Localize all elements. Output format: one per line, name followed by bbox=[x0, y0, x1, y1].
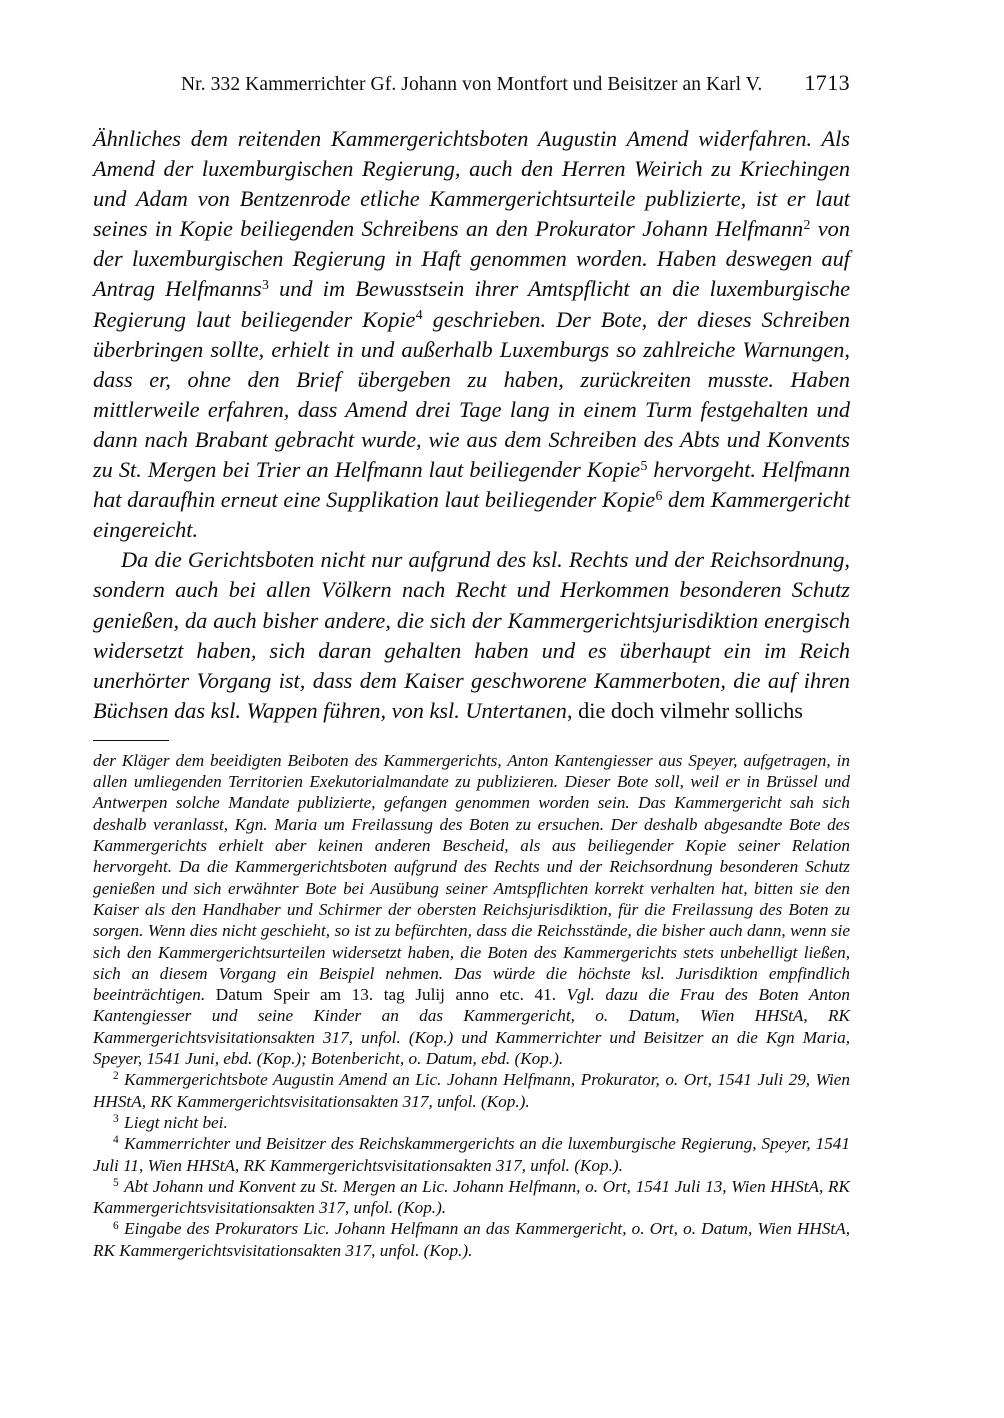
par1-segment-2: von der luxemburgischen Regierung in Haft genommen worden. Haben deswegen auf Antrag Helfmanns bbox=[93, 216, 850, 302]
running-header bbox=[93, 72, 850, 112]
par1-segment-4: geschrieben. Der Bote, der dieses Schreiben überbringen sollte, erhielt in und außerhalb Luxemburgs so zahlreiche Warnungen, dass er, ohne den Brief übergeben zu haben, zurückreiten musste. Haben mittlerweile erfahren, dass Amend drei Tage lang in einem Turm festgehalten und dann nach Brabant gebracht wurde, wie aus dem Schreiben des Abts und Konvents zu St. Mergen bei Trier an Helfmann laut beiliegender Kopie bbox=[93, 306, 850, 483]
footnote-ref-3[interactable]: 3 bbox=[262, 277, 269, 293]
par1-segment-5: hervorgeht. Helfmann hat daraufhin erneut eine Supplikation laut beiliegender Kopie bbox=[93, 457, 850, 513]
footnote-1-segment-1: der Kläger dem beeidigten Beiboten des Kammergerichts, Anton Kantengiesser aus Speyer, aufgetragen, in allen umliegenden Territorien Exekutorialmandate zu publizieren. Dieser Bote soll, weil er in Brüssel und Antwerpen solche Mandate publizierte, gefangen genommen worden sein. Das Kammergericht sah sich deshalb veranlasst, Kgn. Maria um Freilassung des Boten zu ersuchen. Der deshalb abgesandte Bote des Kammergerichts erhielt aber keinen anderen Bescheid, als aus beiliegender Kopie seiner Relation hervorgeht. Da die Kammergerichtsboten aufgrund des Rechts und der Reichsordnung besonderen Schutz genießen und sich erwähnter Bote bei Ausübung seiner Amtspflichten korrekt verhalten hat, bitten sie den Kaiser als den Handhaber und Schirmer der obersten Reichsjurisdiktion, für die Freilassung des Boten zu sorgen. Wenn dies nicht geschieht, so ist zu befürchten, dass die Reichsstände, die bisher auch dann, wenn sie sich den Kammergerichtsurteilen widersetzt haben, die Boten des Kammergerichts stets unbehelligt ließen, sich an diesem Vorgang ein Beispiel nehmen. Das würde die höchste ksl. Jurisdiktion empfindlich beeinträchtigen. bbox=[93, 750, 850, 1005]
footnote-marker-5[interactable]: 5 bbox=[113, 1176, 119, 1189]
footnote-ref-6[interactable]: 6 bbox=[655, 487, 663, 503]
footnote-text-4: Kammerrichter und Beisitzer des Reichskammergerichts an die luxemburgische Regierung, Speyer, 1541 Juli 11, Wien HHStA, RK Kammergerichtsvisitationsakten 317, unfol. (Kop.). bbox=[93, 1134, 850, 1175]
footnote-area bbox=[93, 750, 850, 1261]
footnote-item-3 bbox=[93, 1112, 850, 1133]
page-number: 1713 bbox=[804, 70, 850, 95]
body-paragraph-1 bbox=[93, 124, 850, 545]
par1-segment-1: Ähnliches dem reitenden Kammergerichtsboten Augustin Amend widerfahren. Als Amend der luxemburgischen Regierung, auch den Herren Weirich zu Kriechingen und Adam von Bentzenrode etliche Kammergerichtsurteile publizierte, ist er laut seines in Kopie beiliegenden Schreibens an den Prokurator Johann Helfmann bbox=[93, 126, 850, 242]
par2-italic-segment: Da die Gerichtsboten nicht nur aufgrund des ksl. Rechts und der Reichsordnung, sondern auch bei allen Völkern nach Recht und Herkommen besonderen Schutz genießen, da auch bisher andere, die sich der Kammergerichtsjurisdiktion energisch widersetzt haben, sich daran gehalten haben und es überhaupt ein im Reich unerhörter Vorgang ist, dass dem Kaiser geschworene Kammerboten, die auf ihren Büchsen das ksl. Wappen führen, von ksl. Untertanen bbox=[93, 547, 850, 723]
footnote-marker-2[interactable]: 2 bbox=[113, 1070, 119, 1083]
footnote-item-6 bbox=[93, 1218, 850, 1261]
page-content bbox=[93, 0, 850, 1261]
footnote-item-2 bbox=[93, 1069, 850, 1112]
body-text bbox=[93, 124, 850, 726]
footnote-separator-rule bbox=[93, 740, 169, 741]
footnote-1-segment-2: Vgl. dazu die Frau des Boten Anton Kantengiesser und seine Kinder an das Kammergericht, o. Datum, Wien HHStA, RK Kammergerichtsvisitationsakten 317, unfol. (Kop.) und Kammerrichter und Beisitzer an die Kgn Maria, Speyer, 1541 Juni, ebd. (Kop.); Botenbericht, o. Datum, ebd. (Kop.). bbox=[93, 985, 850, 1069]
par1-segment-3: und im Bewusstsein ihrer Amtspflicht an die luxemburgische Regierung laut beiliegender Kopie bbox=[93, 276, 851, 332]
footnote-marker-6[interactable]: 6 bbox=[113, 1219, 119, 1232]
body-paragraph-2 bbox=[93, 545, 850, 726]
footnote-ref-5[interactable]: 5 bbox=[640, 457, 648, 473]
footnote-ref-2[interactable]: 2 bbox=[803, 217, 811, 233]
footnote-1-roman-segment: Datum Speir am 13. tag Julij anno etc. 41. bbox=[215, 985, 556, 1005]
footnote-text-6: Eingabe des Prokurators Lic. Johann Helfmann an das Kammergericht, o. Ort, o. Datum, Wien HHStA, RK Kammergerichtsvisitationsakten 317, unfol. (Kop.). bbox=[93, 1219, 850, 1260]
footnote-marker-4[interactable]: 4 bbox=[113, 1134, 119, 1147]
footnote-1-continuation bbox=[93, 750, 850, 1069]
footnote-item-5 bbox=[93, 1176, 850, 1219]
footnote-ref-4[interactable]: 4 bbox=[415, 307, 423, 323]
running-header-title: Nr. 332 Kammerrichter Gf. Johann von Montfort und Beisitzer an Karl V. bbox=[181, 74, 763, 95]
par2-roman-segment: , die doch vilmehr sollichs bbox=[566, 697, 803, 723]
footnote-text-3: Liegt nicht bei. bbox=[124, 1112, 228, 1132]
footnote-text-2: Kammergerichtsbote Augustin Amend an Lic. Johann Helfmann, Prokurator, o. Ort, 1541 Juli 29, Wien HHStA, RK Kammergerichtsvisitationsakten 317, unfol. (Kop.). bbox=[93, 1070, 850, 1111]
par1-segment-6: dem Kammergericht eingereicht. bbox=[93, 487, 850, 543]
footnote-item-4 bbox=[93, 1133, 850, 1176]
footnote-marker-3[interactable]: 3 bbox=[113, 1113, 119, 1126]
footnote-text-5: Abt Johann und Konvent zu St. Mergen an Lic. Johann Helfmann, o. Ort, 1541 Juli 13, Wien HHStA, RK Kammergerichtsvisitationsakten 317, unfol. (Kop.). bbox=[93, 1176, 850, 1218]
